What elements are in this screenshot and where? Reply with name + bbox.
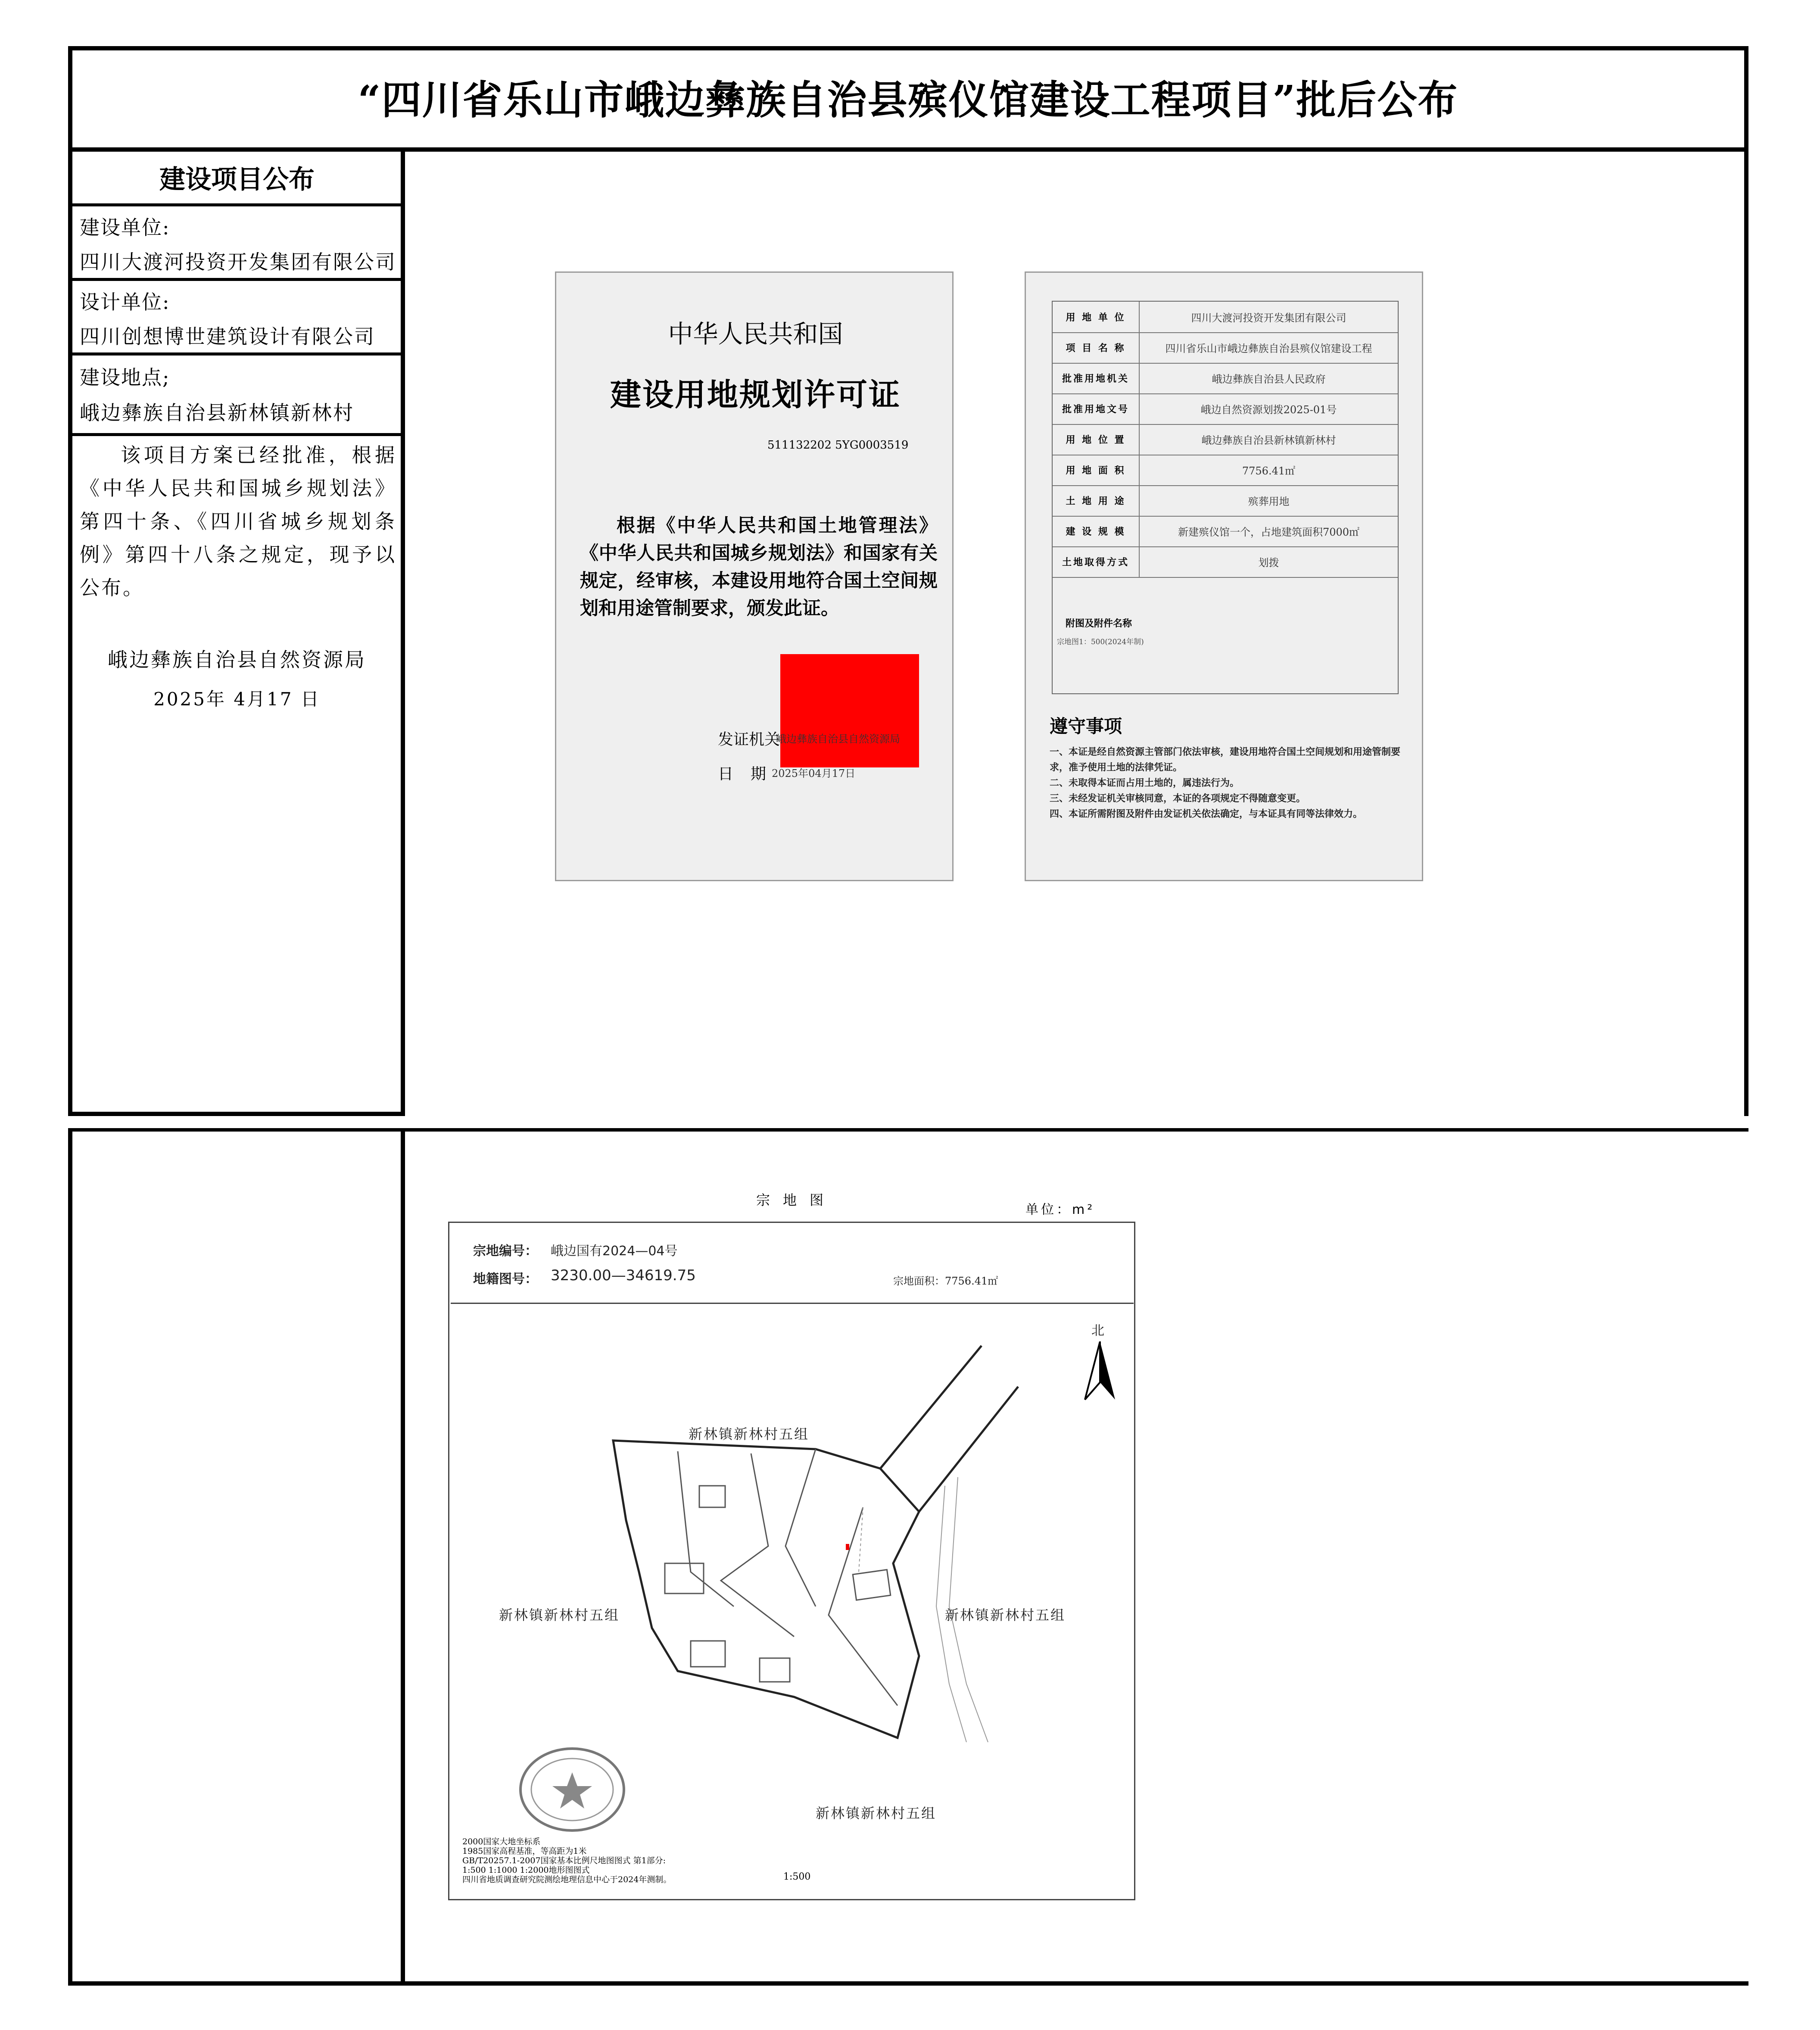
frame-middle [401,152,405,1116]
issuer-value: 峨边彝族自治县自然资源局 [776,733,900,745]
table-row [1053,516,1398,547]
attachments-label: 附图及附件名称 [1066,618,1132,629]
left-divider-4 [68,433,405,436]
parcel-boundary-drawing [449,1305,1137,1800]
left-panel-heading: 建设项目公布 [159,165,315,195]
map-note: 1:500 1:1000 1:2000地形图图式 [462,1865,590,1875]
map-note: 1985国家高程基准，等高距为1米 [462,1846,587,1856]
map-title: 宗地图 [756,1192,837,1208]
row-key: 批准用地文号 [1053,393,1140,424]
issue-date-label: 日期 [718,765,784,783]
rule-item: 二、未取得本证而占用土地的，属违法行为。 [1050,778,1240,789]
map-header-divider [451,1303,1134,1304]
zone-label-left: 新林镇新林村五组 [499,1607,620,1623]
notice-date: 2025年 4月17 日 [153,689,321,710]
row-key: 用 地 单 位 [1053,302,1140,332]
frame-right [1744,46,1748,1116]
table-row [1053,455,1398,486]
table-row [1053,363,1398,394]
row-value: 峨边彝族自治县新林镇新林村 [1201,434,1336,446]
attachments-value: 宗地图1：500(2024年制) [1057,638,1144,646]
frame2-middle [401,1128,405,1986]
row-key: 批准用地机关 [1053,363,1140,393]
map-note: 2000国家大地坐标系 [462,1837,541,1846]
zone-label-right: 新林镇新林村五组 [945,1607,1066,1623]
certificate-back [1025,271,1423,881]
frame2-left [68,1128,72,1986]
row-value: 划拨 [1258,557,1279,569]
plot-map [448,1222,1135,1900]
row-key: 用 地 位 置 [1053,424,1140,455]
issuer-label: 发证机关 [718,731,780,748]
parcel-no-value: 峨边国有2024—04号 [551,1244,678,1259]
row-key: 土地取得方式 [1053,546,1140,577]
parcel-area: 宗地面积：7756.41㎡ [893,1275,998,1287]
frame2-bottom [68,1981,1748,1986]
map-note: 四川省地质调查研究院测绘地理信息中心于2024年测制。 [462,1875,672,1884]
left-divider-1 [68,203,405,206]
frame-left [68,46,72,1116]
row-value: 新建殡仪馆一个，占地建筑面积7000㎡ [1178,526,1360,538]
table-row [1053,485,1398,517]
land-info-table [1052,301,1399,694]
frame-bottom-top-section [68,1112,405,1116]
sheet-no-value: 3230.00—34619.75 [551,1267,696,1284]
builder-value: 四川大渡河投资开发集团有限公司 [80,250,396,274]
table-row [1053,332,1398,364]
parcel-no-label: 宗地编号： [473,1244,538,1259]
north-label: 北 [1091,1323,1104,1338]
issue-date-value: 2025年04月17日 [772,767,856,780]
row-key: 土 地 用 途 [1053,485,1140,516]
row-value: 殡葬用地 [1248,496,1290,508]
map-note: GB/T20257.1-2007国家基本比例尺地图图式 第1部分: [462,1856,666,1865]
certificate-title: 建设用地规划许可证 [610,376,901,413]
certificate-number: 511132202 5YG0003519 [767,439,909,452]
designer-value: 四川创想博世建筑设计有限公司 [80,325,375,348]
rule-item: 四、本证所需附图及附件由发证机关依法确定，与本证具有同等法律效力。 [1050,809,1363,820]
row-value: 四川省乐山市峨边彝族自治县殡仪馆建设工程 [1165,343,1372,355]
table-row [1053,546,1398,578]
frame-title-bottom [68,147,1748,152]
notice-issuer: 峨边彝族自治县自然资源局 [108,648,366,671]
map-scale: 1:500 [783,1871,811,1882]
official-seal-redaction [780,654,919,767]
row-key: 用 地 面 积 [1053,455,1140,485]
table-row [1053,302,1398,333]
zone-label-bottom: 新林镇新林村五组 [816,1805,937,1821]
row-value: 四川大渡河投资开发集团有限公司 [1191,312,1346,324]
certificate-body: 根据《中华人民共和国土地管理法》《中华人民共和国城乡规划法》和国家有关规定，经审核，本建设用地符合国土空间规划和用途管制要求，颁发此证。 [580,515,938,619]
row-key: 项 目 名 称 [1053,332,1140,363]
site-label: 建设地点; [80,366,170,389]
table-row [1053,424,1398,455]
map-notes [462,1837,671,1884]
left-divider-2 [68,278,405,281]
certificate-front [555,271,954,881]
row-value: 7756.41㎡ [1242,465,1296,477]
designer-label: 设计单位: [80,290,170,314]
row-key: 建 设 规 模 [1053,516,1140,546]
left-divider-3 [68,352,405,355]
site-value: 峨边彝族自治县新林镇新林村 [80,401,354,424]
frame2-top [68,1128,1748,1132]
rules-list [1050,745,1403,822]
page-title: “四川省乐山市峨边彝族自治县殡仪馆建设工程项目”批后公布 [358,77,1458,123]
rule-item: 一、本证是经自然资源主管部门依法审核，建设用地符合国土空间规划和用途管制要求，准予使用土地的法律凭证。 [1050,747,1401,773]
approval-notice: 该项目方案已经批准，根据《中华人民共和国城乡规划法》第四十条、《四川省城乡规划条例》第四十八条之规定，现予以公布。 [80,443,396,599]
row-value: 峨边彝族自治县人民政府 [1212,373,1326,385]
builder-label: 建设单位: [80,216,170,239]
survey-stamp-icon [516,1746,628,1833]
zone-label-top: 新林镇新林村五组 [689,1426,810,1442]
table-row [1053,393,1398,425]
certificate-country: 中华人民共和国 [668,319,843,349]
rule-item: 三、未经发证机关审核同意，本证的各项规定不得随意变更。 [1050,793,1306,804]
rules-title: 遵守事项 [1050,716,1122,737]
map-unit: 单位：m² [1025,1202,1095,1217]
row-value: 峨边自然资源划拨2025-01号 [1200,404,1337,416]
sheet-no-label: 地籍图号： [473,1272,538,1287]
